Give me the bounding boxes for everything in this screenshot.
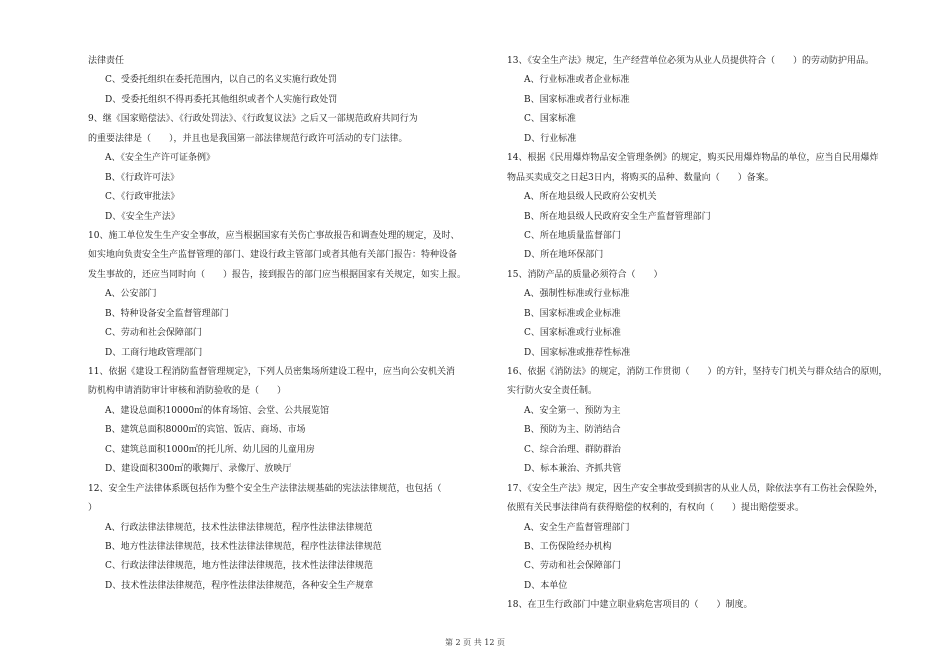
question-text-line: 物品买卖成交之日起3日内，将购买的品种、数量向（ ）备案。 bbox=[507, 172, 774, 183]
answer-option-line: A、强制性标准或行业标准 bbox=[524, 289, 630, 300]
question-text-line: 如实地向负责安全生产监督管理的部门、建设行政主管部门或者其他有关部门报告：特种设备 bbox=[88, 250, 458, 261]
question-text-line: 依照有关民事法律尚有获得赔偿的权利的，有权向（ ）提出赔偿要求。 bbox=[507, 503, 805, 514]
answer-option-line: D、《安全生产法》 bbox=[105, 211, 180, 222]
answer-option-line: B、国家标准或者行业标准 bbox=[524, 94, 630, 105]
answer-option-line: C、国家标准或行业标准 bbox=[524, 328, 621, 339]
answer-option-line: B、预防为主、防消结合 bbox=[524, 425, 621, 436]
answer-option-line: D、建设面积300㎡的歌舞厅、录像厅、放映厅 bbox=[105, 464, 292, 475]
answer-option-line: C、劳动和社会保障部门 bbox=[105, 328, 202, 339]
answer-option-line: D、技术性法律法律规范，程序性法律法律规范，各种安全生产规章 bbox=[105, 580, 374, 591]
question-text-line: 实行防火安全责任制。 bbox=[507, 386, 598, 397]
answer-option-line: B、所在地县级人民政府安全生产监督管理部门 bbox=[524, 211, 711, 222]
question-text-line: 11、依据《建设工程消防监督管理规定》，下列人员密集场所建设工程中，应当向公安机关消 bbox=[88, 367, 455, 377]
answer-option-line: B、地方性法律法律规范，技术性法律法律规范，程序性法律法律规范 bbox=[105, 541, 382, 552]
answer-option-line: C、所在地质量监督部门 bbox=[524, 230, 621, 241]
question-text-line: 16、依据《消防法》的规定，消防工作贯彻（ ）的方针，坚持专门机关与群众结合的原则， bbox=[507, 367, 888, 377]
answer-option-line: D、本单位 bbox=[524, 580, 568, 591]
answer-option-line: B、工伤保险经办机构 bbox=[524, 541, 612, 552]
answer-option-line: A、建设总面积10000㎡的体育场馆、会堂、公共展览馆 bbox=[105, 405, 330, 416]
answer-option-line: C、《行政审批法》 bbox=[105, 192, 180, 203]
answer-option-line: B、建筑总面积8000㎡的宾馆、饭店、商场、市场 bbox=[105, 425, 306, 436]
answer-option-line: D、行业标准 bbox=[524, 133, 577, 144]
answer-option-line: C、综合治理、群防群治 bbox=[524, 444, 621, 455]
question-text-line: 10、施工单位发生生产安全事故，应当根据国家有关伤亡事故报告和调查处理的规定，及时、 bbox=[88, 230, 460, 241]
left-column bbox=[88, 52, 488, 596]
answer-option-line: A、安全第一、预防为主 bbox=[524, 405, 621, 416]
question-text-line: 的重要法律是（ ），并且也是我国第一部法律规范行政许可活动的专门法律。 bbox=[88, 133, 408, 144]
question-text-line: 防机构申请消防审计审核和消防验收的是（ ） bbox=[88, 386, 287, 397]
answer-option-line: D、标本兼治、齐抓共管 bbox=[524, 464, 622, 475]
answer-option-line: C、行政法律法律规范，地方性法律法律规范，技术性法律法律规范 bbox=[105, 561, 373, 572]
answer-option-line: C、劳动和社会保障部门 bbox=[524, 561, 621, 572]
question-text-line: 12、安全生产法律体系既包括作为整个安全生产法律法规基础的宪法法律规范，也包括（ bbox=[88, 483, 442, 494]
answer-option-line: C、国家标准 bbox=[524, 114, 576, 125]
page-footer: 第 2 页 共 12 页 bbox=[445, 638, 505, 647]
answer-option-line: C、受委托组织在委托范围内，以自己的名义实施行政处罚 bbox=[105, 75, 337, 86]
question-text-line: 17、《安全生产法》规定，因生产安全事故受到损害的从业人员，除依法享有工伤社会保险外， bbox=[507, 483, 883, 494]
answer-option-line: A、行业标准或者企业标准 bbox=[524, 75, 630, 86]
answer-option-line: D、国家标准或推荐性标准 bbox=[524, 347, 631, 358]
question-text-line: 15、消防产品的质量必须符合（ ） bbox=[507, 269, 663, 280]
question-text-line: 14、根据《民用爆炸物品安全管理条例》的规定，购买民用爆炸物品的单位，应当自民用爆炸 bbox=[507, 153, 879, 164]
question-text-line: 18、在卫生行政部门中建立职业病危害项目的（ ）制度。 bbox=[507, 600, 753, 611]
answer-option-line: C、建筑总面积1000㎡的托儿所、幼儿园的儿童用房 bbox=[105, 444, 315, 455]
answer-option-line: A、所在地县级人民政府公安机关 bbox=[524, 192, 657, 203]
answer-option-line: A、《安全生产许可证条例》 bbox=[105, 153, 216, 164]
question-text-line: 法律责任 bbox=[88, 56, 125, 66]
answer-option-line: A、安全生产监督管理部门 bbox=[524, 522, 630, 533]
question-text-line: 9、继《国家赔偿法》、《行政处罚法》、《行政复议法》之后又一部规范政府共同行为 bbox=[88, 114, 418, 125]
answer-option-line: A、公安部门 bbox=[105, 289, 157, 300]
right-column bbox=[507, 52, 907, 616]
question-text-line: 发生事故的，还应当同时向（ ）报告，接到报告的部门应当根据国家有关规定，如实上报。 bbox=[88, 269, 467, 280]
answer-option-line: B、特种设备安全监督管理部门 bbox=[105, 308, 229, 319]
question-text-line: 13、《安全生产法》规定，生产经营单位必须为从业人员提供符合（ ）的劳动防护用品。 bbox=[507, 56, 874, 66]
answer-option-line: B、《行政许可法》 bbox=[105, 172, 180, 183]
answer-option-line: D、工商行地政管理部门 bbox=[105, 347, 203, 358]
answer-option-line: D、受委托组织不得再委托其他组织或者个人实施行政处罚 bbox=[105, 94, 338, 105]
answer-option-line: B、国家标准或企业标准 bbox=[524, 308, 621, 319]
question-text-line: ） bbox=[88, 503, 98, 514]
answer-option-line: A、行政法律法律规范，技术性法律法律规范，程序性法律法律规范 bbox=[105, 522, 373, 533]
answer-option-line: D、所在地环保部门 bbox=[524, 250, 604, 261]
